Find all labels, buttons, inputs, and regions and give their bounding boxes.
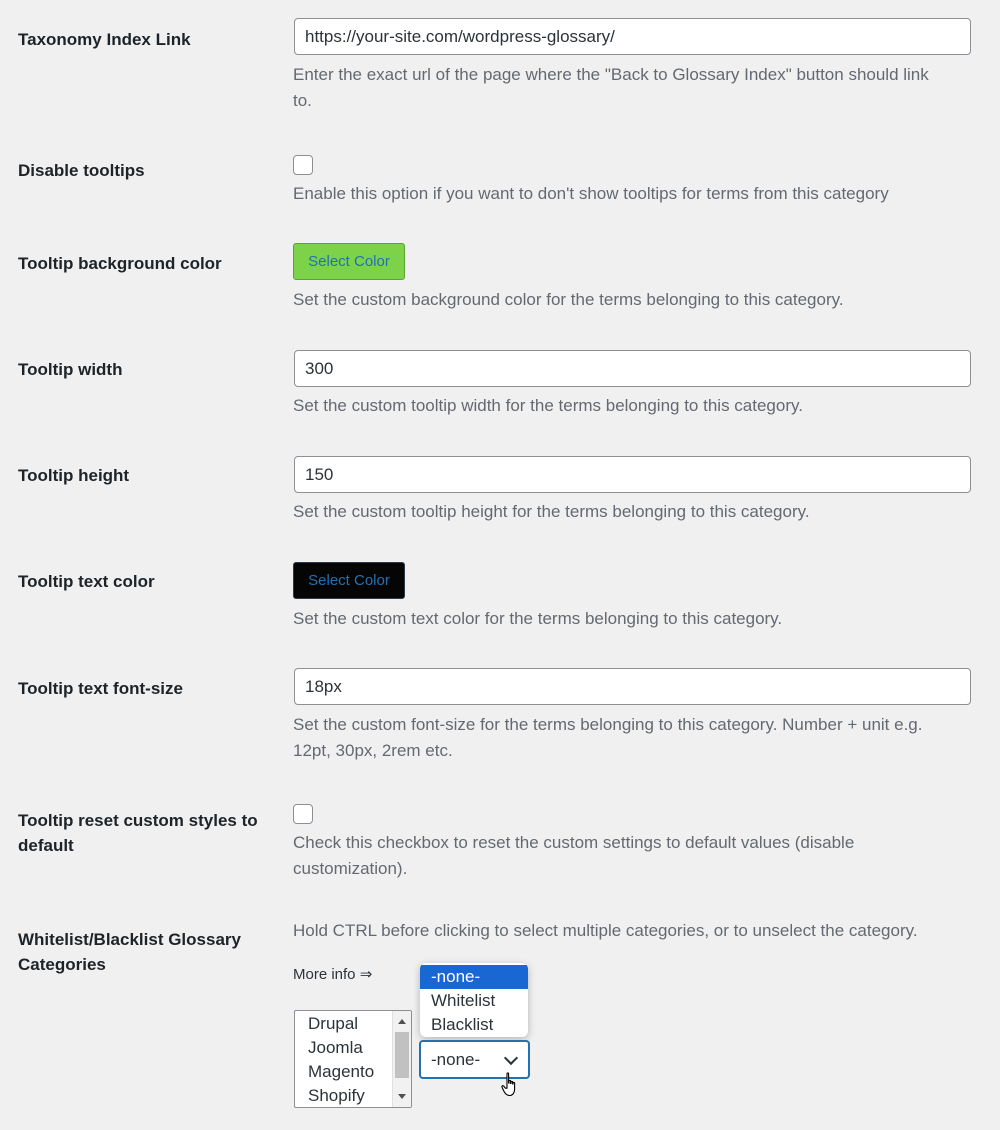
whitelist-blacklist-label: Whitelist/Blacklist Glossary Categories	[18, 930, 241, 974]
whitelist-blacklist-description: Hold CTRL before clicking to select multiple categories, or to unselect the category.	[293, 921, 918, 940]
list-item[interactable]: Joomla	[308, 1038, 363, 1057]
more-info-link[interactable]: More info ⇒	[293, 966, 373, 983]
mode-dropdown-popup	[420, 963, 528, 1037]
tooltip-text-color-button[interactable]: Select Color	[293, 562, 405, 599]
disable-tooltips-checkbox[interactable]	[293, 155, 313, 175]
tooltip-reset-label: Tooltip reset custom styles to default	[18, 811, 258, 855]
mode-select-value: -none-	[431, 1050, 481, 1069]
taxonomy-index-link-description: Enter the exact url of the page where the "Back to Glossary Index" button should link to.	[293, 65, 929, 110]
chevron-down-icon	[504, 1051, 518, 1065]
tooltip-height-input[interactable]: 150	[294, 456, 971, 493]
dropdown-option-blacklist[interactable]: Blacklist	[431, 1015, 494, 1034]
taxonomy-index-link-label: Taxonomy Index Link	[18, 30, 191, 49]
disable-tooltips-description: Enable this option if you want to don't show tooltips for terms from this category	[293, 184, 889, 203]
disable-tooltips-label: Disable tooltips	[18, 161, 145, 180]
tooltip-width-description: Set the custom tooltip width for the terms belonging to this category.	[293, 396, 803, 415]
tooltip-bg-color-button[interactable]: Select Color	[293, 243, 405, 280]
tooltip-font-size-description: Set the custom font-size for the terms belonging to this category. Number + unit e.g. 12pt, 30px, 2rem etc.	[293, 715, 923, 760]
list-item[interactable]: Drupal	[308, 1014, 359, 1033]
tooltip-height-label: Tooltip height	[18, 466, 130, 485]
tooltip-width-label: Tooltip width	[18, 360, 123, 379]
list-item[interactable]: Magento	[308, 1062, 375, 1081]
tooltip-text-color-description: Set the custom text color for the terms belonging to this category.	[293, 609, 783, 628]
tooltip-font-size-label: Tooltip text font-size	[18, 679, 183, 698]
tooltip-width-input[interactable]: 300	[294, 350, 971, 387]
listbox-scrollbar[interactable]	[392, 1011, 411, 1107]
taxonomy-index-link-input[interactable]: https://your-site.com/wordpress-glossary/	[294, 18, 971, 55]
scroll-down-icon[interactable]	[398, 1094, 406, 1099]
dropdown-option-none[interactable]: -none-	[420, 965, 528, 989]
tooltip-height-description: Set the custom tooltip height for the terms belonging to this category.	[293, 502, 810, 521]
scroll-up-icon[interactable]	[398, 1019, 406, 1024]
categories-listbox[interactable]	[294, 1010, 412, 1108]
tooltip-text-color-label: Tooltip text color	[18, 572, 155, 591]
list-item[interactable]: Shopify	[308, 1086, 365, 1105]
tooltip-reset-checkbox[interactable]	[293, 804, 313, 824]
scroll-thumb[interactable]	[395, 1032, 409, 1078]
tooltip-reset-description: Check this checkbox to reset the custom settings to default values (disable customization).	[293, 833, 855, 878]
tooltip-font-size-input[interactable]: 18px	[294, 668, 971, 705]
tooltip-bg-color-description: Set the custom background color for the terms belonging to this category.	[293, 290, 844, 309]
hand-cursor-icon	[501, 1072, 519, 1098]
tooltip-bg-color-label: Tooltip background color	[18, 254, 222, 273]
dropdown-option-whitelist[interactable]: Whitelist	[431, 991, 496, 1010]
